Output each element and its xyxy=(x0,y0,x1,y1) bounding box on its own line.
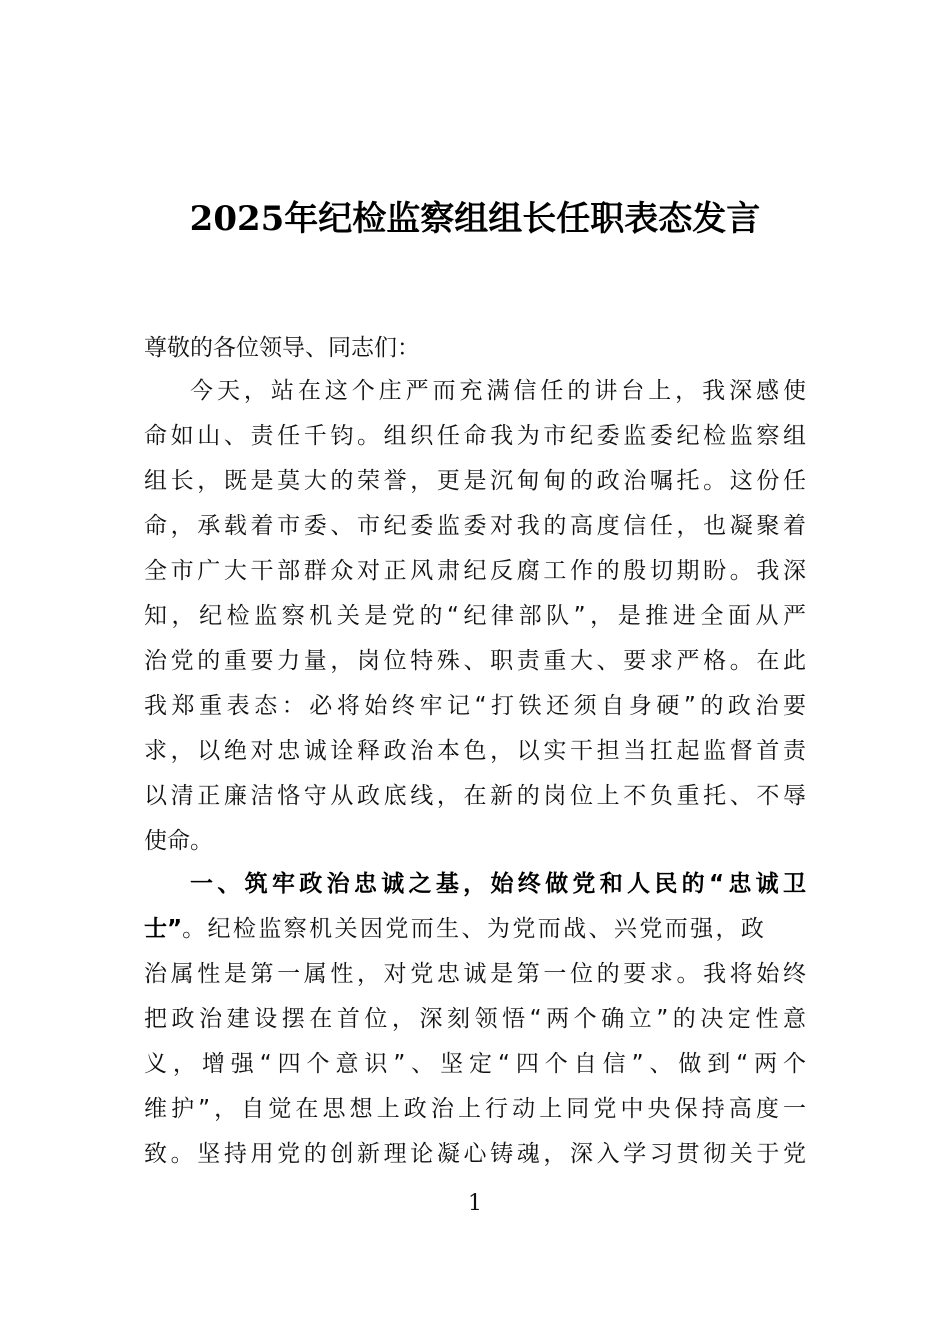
section-heading-continuation xyxy=(144,906,806,952)
paragraph-line: 命如山、责任千钧。组织任命我为市纪委监委纪检监察组 xyxy=(144,423,806,449)
section-text: 。纪检监察机关因党而生、为党而战、兴党而强，政 xyxy=(182,916,767,942)
paragraph-line: 致。坚持用党的创新理论凝心铸魂，深入学习贯彻关于党 xyxy=(144,1141,806,1167)
paragraph-line: 使命。 xyxy=(144,828,213,854)
section-heading: 一、筑牢政治忠诚之基，始终做党和人民的“忠诚卫 xyxy=(190,871,806,897)
paragraph-line: 知，纪检监察机关是党的“纪律部队”，是推进全面从严 xyxy=(144,603,806,629)
paragraph-line: 全市广大干部群众对正风肃纪反腐工作的殷切期盼。我深 xyxy=(144,558,806,584)
page-number: 1 xyxy=(468,1191,482,1216)
section-heading-end: 士” xyxy=(144,916,183,942)
paragraph-line: 以清正廉洁恪守从政底线，在新的岗位上不负重托、不辱 xyxy=(144,783,806,809)
paragraph-line: 义，增强“四个意识”、坚定“四个自信”、做到“两个 xyxy=(144,1051,806,1077)
paragraph-line: 命，承载着市委、市纪委监委对我的高度信任，也凝聚着 xyxy=(144,513,806,539)
paragraph-line: 组长，既是莫大的荣誉，更是沉甸甸的政治嘱托。这份任 xyxy=(144,468,806,494)
document-title: 2025年纪检监察组组长任职表态发言 xyxy=(189,199,761,239)
paragraph-line: 治属性是第一属性，对党忠诚是第一位的要求。我将始终 xyxy=(144,961,806,987)
paragraph-line: 我郑重表态：必将始终牢记“打铁还须自身硬”的政治要 xyxy=(144,693,806,719)
salutation: 尊敬的各位领导、同志们： xyxy=(144,335,420,361)
paragraph-line: 求，以绝对忠诚诠释政治本色，以实干担当扛起监督首责 xyxy=(144,738,806,764)
paragraph-line: 治党的重要力量，岗位特殊、职责重大、要求严格。在此 xyxy=(144,648,806,674)
paragraph-line: 今天，站在这个庄严而充满信任的讲台上，我深感使 xyxy=(190,378,806,404)
paragraph-line: 把政治建设摆在首位，深刻领悟“两个确立”的决定性意 xyxy=(144,1006,806,1032)
paragraph-line: 维护”，自觉在思想上政治上行动上同党中央保持高度一 xyxy=(144,1096,806,1122)
